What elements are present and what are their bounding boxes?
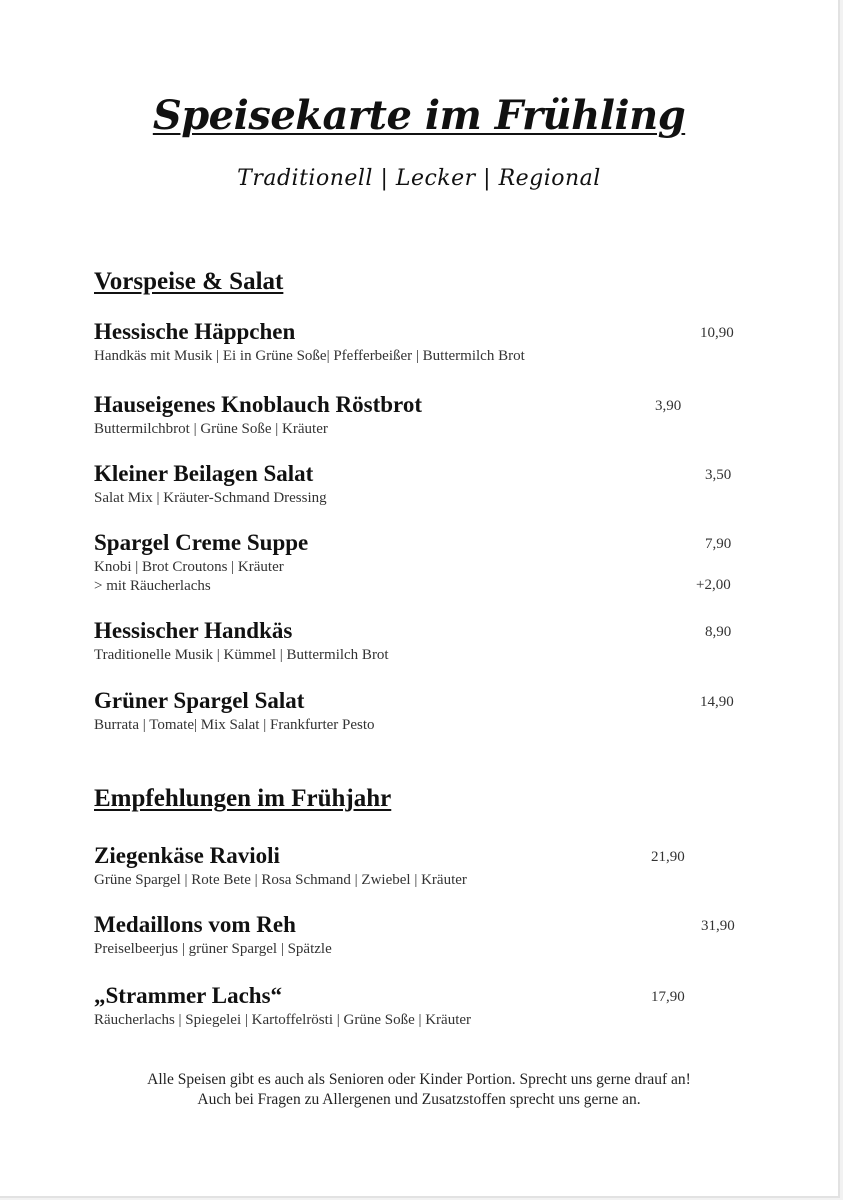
menu-subtitle: Traditionell | Lecker | Regional	[237, 166, 601, 191]
dish-description: Knobi | Brot Croutons | Kräuter	[94, 559, 284, 575]
menu-title: Speisekarte im Frühling	[152, 92, 686, 139]
footer-line: Alle Speisen gibt es auch als Senioren oder Kinder Portion. Sprecht uns gerne drauf an!	[147, 1071, 691, 1088]
dish-description: Preiselbeerjus | grüner Spargel | Spätzle	[94, 941, 332, 957]
dish-price: 10,90	[700, 325, 734, 341]
menu-item	[94, 842, 754, 902]
dish-extra-price: +2,00	[696, 577, 731, 593]
dish-description: Räucherlachs | Spiegelei | Kartoffelrösti | Grüne Soße | Kräuter	[94, 1012, 472, 1028]
dish-description: Traditionelle Musik | Kümmel | Buttermilch Brot	[94, 647, 389, 663]
dish-price: 8,90	[705, 624, 732, 640]
dish-price: 31,90	[701, 918, 735, 934]
dish-name: Spargel Creme Suppe	[94, 530, 309, 555]
dish-price: 21,90	[651, 849, 685, 865]
dish-price: 3,90	[655, 398, 682, 414]
dish-description: Buttermilchbrot | Grüne Soße | Kräuter	[94, 421, 328, 437]
dish-name: Hauseigenes Knoblauch Röstbrot	[94, 392, 423, 417]
dish-price: 14,90	[700, 694, 734, 710]
dish-name: „Strammer Lachs“	[94, 983, 283, 1008]
dish-description: Burrata | Tomate| Mix Salat | Frankfurter Pesto	[94, 717, 375, 733]
menu-item	[94, 391, 754, 451]
menu-item	[94, 529, 754, 599]
dish-price: 7,90	[705, 536, 732, 552]
dish-extra-option: > mit Räucherlachs	[94, 578, 211, 594]
menu-item	[94, 617, 754, 677]
footer-line: Auch bei Fragen zu Allergenen und Zusatzstoffen sprecht uns gerne an.	[197, 1091, 641, 1108]
menu-item	[94, 982, 754, 1042]
dish-name: Kleiner Beilagen Salat	[94, 461, 314, 486]
menu-footer-note	[0, 1070, 838, 1110]
section-heading-vorspeise: Vorspeise & Salat	[94, 268, 284, 295]
menu-item	[94, 911, 754, 971]
dish-price: 17,90	[651, 989, 685, 1005]
dish-description: Handkäs mit Musik | Ei in Grüne Soße| Pfefferbeißer | Buttermilch Brot	[94, 348, 525, 364]
section-heading-empfehlungen: Empfehlungen im Frühjahr	[94, 785, 392, 812]
menu-item	[94, 318, 754, 378]
dish-name: Medaillons vom Reh	[94, 912, 296, 937]
dish-description: Grüne Spargel | Rote Bete | Rosa Schmand | Zwiebel | Kräuter	[94, 872, 467, 888]
dish-name: Ziegenkäse Ravioli	[94, 843, 280, 868]
dish-price: 3,50	[705, 467, 732, 483]
dish-name: Grüner Spargel Salat	[94, 688, 305, 713]
dish-name: Hessischer Handkäs	[94, 618, 293, 643]
menu-item	[94, 687, 754, 747]
dish-name: Hessische Häppchen	[94, 319, 296, 344]
dish-description: Salat Mix | Kräuter-Schmand Dressing	[94, 490, 327, 506]
menu-item	[94, 460, 754, 520]
